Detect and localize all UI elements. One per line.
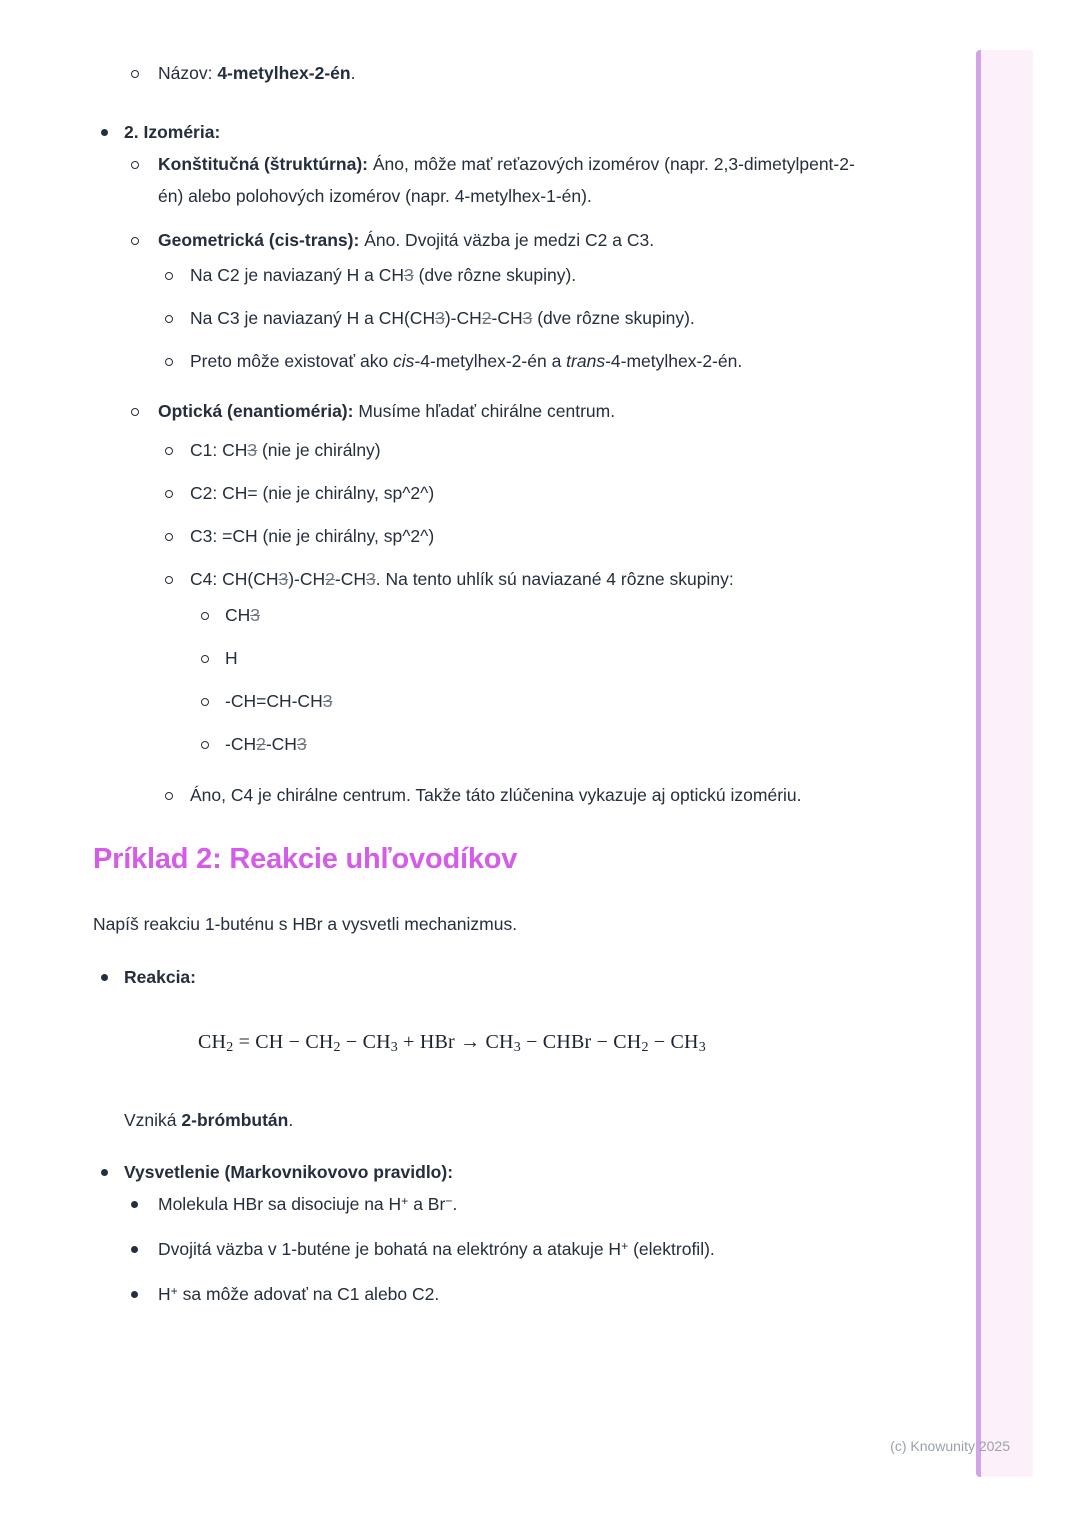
list-item-text: -CH2-CH3: [225, 734, 307, 754]
bullet-circle-icon: [131, 70, 139, 78]
list-item-text: Dvojitá väzba v 1-buténe je bohatá na elektróny a atakuje H+ (elektrofil).: [158, 1238, 715, 1259]
list-item-izomeria: [93, 116, 860, 148]
list-item-c3-skupiny: [93, 302, 860, 334]
list-item-c3: [93, 520, 860, 552]
list-item-reakcia: [93, 961, 860, 993]
bullet-circle-icon: [165, 576, 173, 584]
list-item-c1: [93, 434, 860, 466]
bullet-circle-icon: [201, 698, 209, 706]
bullet-circle-icon: [165, 315, 173, 323]
result-paragraph: Vzniká 2-brómbután.: [124, 1110, 294, 1130]
list-item-text: H+ sa môže adovať na C1 alebo C2.: [158, 1283, 440, 1304]
bullet-circle-icon: [201, 612, 209, 620]
list-item-c2: [93, 477, 860, 509]
bullet-dot-icon: [101, 129, 108, 136]
list-item-konstitucna: [93, 148, 860, 212]
bullet-circle-icon: [201, 655, 209, 663]
bullet-dot-icon: [131, 1201, 138, 1208]
list-item-text: -CH=CH-CH3: [225, 691, 333, 711]
bullet-circle-icon: [165, 272, 173, 280]
list-item-adicia: [93, 1278, 860, 1312]
list-item-text: Reakcia:: [124, 967, 196, 987]
list-item-text: Molekula HBr sa disociuje na H+ a Br−.: [158, 1193, 458, 1214]
bullet-circle-icon: [165, 533, 173, 541]
list-item-text: Na C3 je naviazaný H a CH(CH3)-CH2-CH3 (dve rôzne skupiny).: [190, 308, 695, 328]
copyright-footer: (c) Knowunity 2025: [890, 1438, 1010, 1454]
list-item-disociacia: [93, 1188, 860, 1222]
list-item-text: Vysvetlenie (Markovnikovovo pravidlo):: [124, 1162, 454, 1182]
list-item-text: Názov: 4-metylhex-2-én.: [158, 63, 356, 83]
intro-paragraph: Napíš reakciu 1-buténu s HBr a vysvetli mechanizmus.: [93, 914, 518, 934]
list-item-c2-skupiny: [93, 259, 860, 291]
list-item-dvojita-vazba: [93, 1233, 860, 1267]
list-item-text: 2. Izoméria:: [124, 122, 221, 142]
list-item-h: [93, 642, 860, 674]
bullet-circle-icon: [131, 408, 139, 416]
list-item-geometricka: [93, 224, 860, 256]
list-item-chchch3: [93, 685, 860, 717]
list-item-text: Na C2 je naviazaný H a CH3 (dve rôzne skupiny).: [190, 265, 577, 285]
bullet-circle-icon: [165, 358, 173, 366]
list-item-text: CH3: [225, 605, 261, 625]
list-item-text: Preto môže existovať ako cis-4-metylhex-2-én a trans-4-metylhex-2-én.: [190, 351, 743, 371]
list-item-vysvetlenie: [93, 1156, 860, 1188]
list-item-text: C4: CH(CH3)-CH2-CH3. Na tento uhlík sú naviazané 4 rôzne skupiny:: [190, 569, 734, 589]
chemical-equation: CH2 = CH − CH2 − CH3 + HBr → CH3 − CHBr − CH2 − CH3: [198, 1031, 706, 1055]
list-item-ch2ch3: [93, 728, 860, 760]
bullet-circle-icon: [131, 237, 139, 245]
list-item-text: Áno, C4 je chirálne centrum. Takže táto zlúčenina vykazuje aj optickú izomériu.: [190, 785, 802, 805]
list-item-text: Optická (enantioméria): Musíme hľadať chirálne centrum.: [158, 401, 616, 421]
bullet-circle-icon: [165, 447, 173, 455]
list-item-text: Geometrická (cis-trans): Áno. Dvojitá väzba je medzi C2 a C3.: [158, 230, 655, 250]
list-item-ch3: [93, 599, 860, 631]
list-item-nazov: [93, 57, 860, 89]
bullet-circle-icon: [131, 161, 139, 169]
bullet-circle-icon: [201, 741, 209, 749]
bullet-circle-icon: [165, 490, 173, 498]
list-item-opticka: [93, 395, 860, 427]
list-item-text: Konštitučná (štruktúrna): Áno, môže mať reťazových izomérov (napr. 2,3-dimetylpent-2-én) alebo polohových izomérov (napr. 4-metylhex-1-én).: [158, 154, 855, 206]
bullet-dot-icon: [101, 1169, 108, 1176]
highlight-stripe: [976, 50, 1033, 1477]
list-item-c4: [93, 563, 860, 595]
bullet-dot-icon: [101, 974, 108, 981]
list-item-text: C3: =CH (nie je chirálny, sp^2^): [190, 526, 435, 546]
section-heading: Príklad 2: Reakcie uhľovodíkov: [93, 843, 518, 875]
list-item-cis-trans: [93, 345, 860, 377]
bullet-dot-icon: [131, 1291, 138, 1298]
bullet-circle-icon: [165, 792, 173, 800]
list-item-text: C1: CH3 (nie je chirálny): [190, 440, 381, 460]
list-item-zaver-chiralita: [93, 779, 860, 811]
list-item-text: C2: CH= (nie je chirálny, sp^2^): [190, 483, 435, 503]
list-item-text: H: [225, 648, 238, 668]
bullet-dot-icon: [131, 1246, 138, 1253]
